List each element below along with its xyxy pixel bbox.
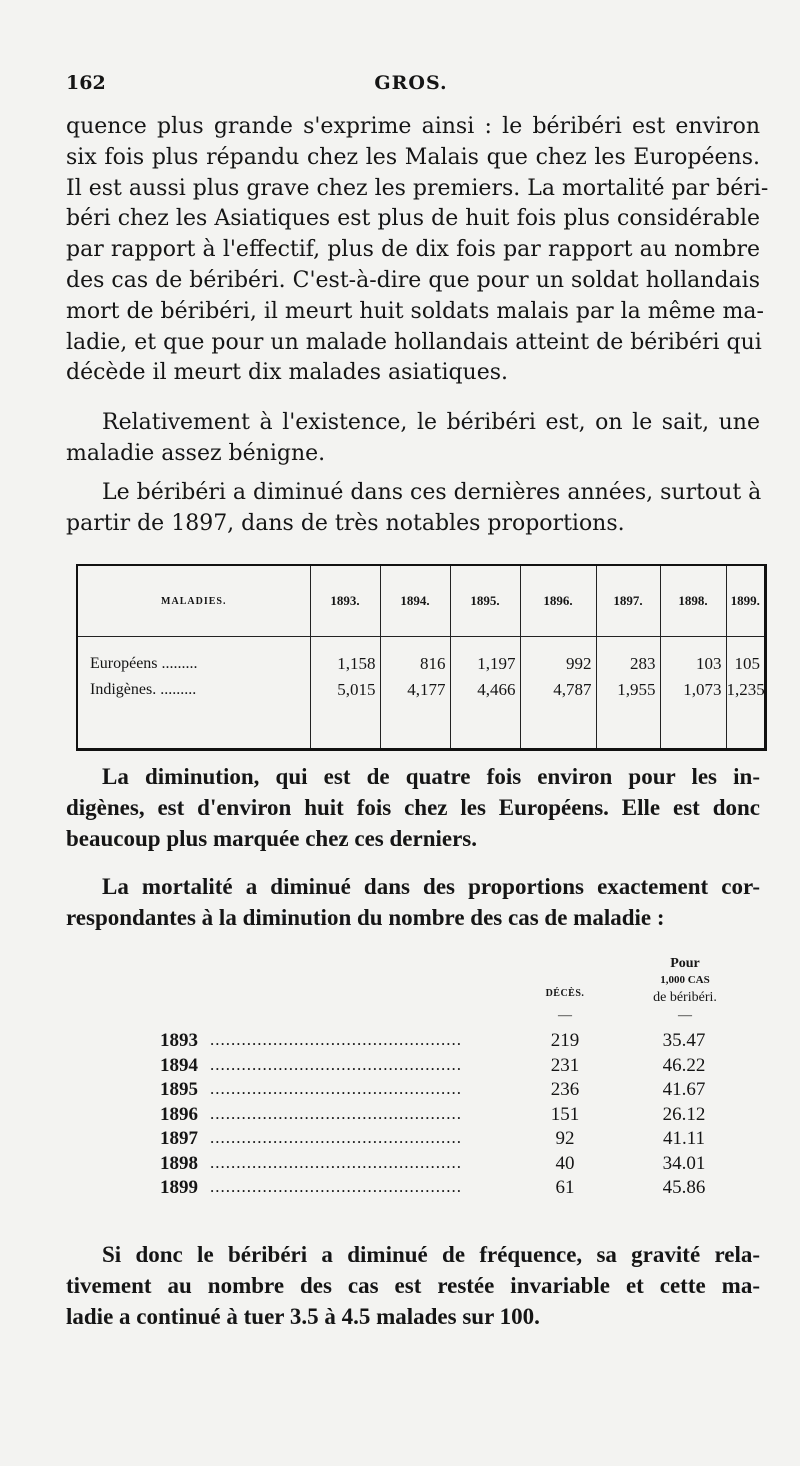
table-header-year: 1899. xyxy=(726,566,764,637)
pour-value: 41.11 xyxy=(662,1128,706,1149)
text-line: La diminution, qui est de quatre fois environ pour les in- xyxy=(102,764,760,789)
year: 1893 xyxy=(160,1030,198,1051)
text-line: Le béribéri a diminué dans ces dernières années, surtout à xyxy=(102,480,762,505)
table-cell: 816 xyxy=(380,651,450,677)
text-line: maladie assez bénigne. xyxy=(66,440,326,466)
paragraph-mortality xyxy=(66,872,760,934)
paragraph-benign xyxy=(66,408,760,470)
table-header-year: 1894. xyxy=(380,566,450,637)
table-cell: 4,787 xyxy=(520,677,596,703)
mortality-list xyxy=(160,1030,740,1202)
list-item xyxy=(160,1079,740,1104)
table-cell: 1,955 xyxy=(596,677,660,703)
table-cell: 105 xyxy=(726,651,764,677)
table-header-year: 1896. xyxy=(520,566,596,637)
table-row xyxy=(78,651,764,677)
column-header-beriberi: de béribéri. xyxy=(653,990,717,1005)
year: 1897 xyxy=(160,1128,198,1149)
leader-dots: ................................................ xyxy=(210,1079,462,1098)
text-line: Il est aussi plus grave chez les premiers. La mortalité par béri- xyxy=(66,175,769,201)
pour-value: 45.86 xyxy=(662,1177,706,1198)
paragraph-conclusion xyxy=(66,1240,760,1332)
page-number: 162 xyxy=(66,72,106,94)
text-line: béri chez les Asiatiques est plus de huit fois plus considérable xyxy=(66,206,760,232)
text-line: respondantes à la diminution du nombre des cas de maladie : xyxy=(66,904,665,930)
text-line: par rapport à l'effectif, plus de dix fois par rapport au nombre xyxy=(66,237,760,263)
leader-dots: ................................................ xyxy=(210,1128,462,1147)
paragraph-prevalence xyxy=(66,112,769,389)
pour-value: 34.01 xyxy=(662,1152,706,1174)
table-row xyxy=(78,677,764,703)
dash: — xyxy=(678,1008,692,1023)
text-line: digènes, est d'environ huit fois chez les Européens. Elle est donc xyxy=(66,794,760,820)
table-header-year: 1893. xyxy=(310,566,380,637)
leader-dots: ................................................ xyxy=(210,1030,462,1049)
text-line: tivement au nombre des cas est restée invariable et cette ma- xyxy=(66,1272,760,1298)
table-cell: 1,073 xyxy=(660,677,726,703)
deces-value: 236 xyxy=(550,1079,580,1100)
text-line: quence plus grande s'exprime ainsi : le béribéri est environ xyxy=(66,114,760,139)
column-header-pour-cas: 1,000 CAS xyxy=(660,974,710,986)
deces-value: 40 xyxy=(555,1152,575,1174)
row-label-indigenes: Indigènes. ......... xyxy=(90,681,197,698)
row-label-europeens: Européens ......... xyxy=(90,655,198,672)
year: 1899 xyxy=(160,1177,198,1198)
table-cell: 5,015 xyxy=(310,677,380,703)
text-line: des cas de béribéri. C'est-à-dire que pour un soldat hollandais xyxy=(66,267,760,293)
table-cell: 4,466 xyxy=(450,677,520,703)
paragraph-decline xyxy=(66,478,760,540)
leader-dots: ................................................ xyxy=(210,1103,462,1123)
year: 1896 xyxy=(160,1103,198,1125)
text-line: ladie a continué à tuer 3.5 à 4.5 malades sur 100. xyxy=(66,1303,540,1329)
page-header xyxy=(66,72,756,102)
column-header-deces: DÉCÈS. xyxy=(545,988,585,999)
table-cell: 4,177 xyxy=(380,677,450,703)
leader-dots: ................................................ xyxy=(210,1152,462,1172)
text-line: Relativement à l'existence, le béribéri est, on le sait, une xyxy=(102,410,760,435)
year: 1895 xyxy=(160,1079,198,1100)
table-cell: 992 xyxy=(520,651,596,677)
list-item xyxy=(160,1055,740,1080)
dash: — xyxy=(558,1008,572,1023)
table-header-year: 1897. xyxy=(596,566,660,637)
leader-dots: ................................................ xyxy=(210,1054,462,1074)
list-item xyxy=(160,1104,740,1129)
pour-value: 35.47 xyxy=(662,1030,706,1051)
text-line: Si donc le béribéri a diminué de fréquence, sa gravité rela- xyxy=(102,1242,760,1267)
text-line: beaucoup plus marquée chez ces derniers. xyxy=(66,825,478,851)
deces-value: 61 xyxy=(555,1177,575,1198)
leader-dots: ................................................ xyxy=(210,1177,462,1196)
pour-value: 46.22 xyxy=(662,1054,706,1076)
text-line: mort de béribéri, il meurt huit soldats malais par la même ma- xyxy=(66,298,764,324)
text-line: ladie, et que pour un malade hollandais atteint de béribéri qui xyxy=(66,329,762,355)
text-line: décède il meurt dix malades asiatiques. xyxy=(66,360,509,386)
list-item xyxy=(160,1128,740,1153)
deces-value: 219 xyxy=(550,1030,580,1051)
paragraph-diminution xyxy=(66,762,760,854)
cases-table xyxy=(76,564,767,751)
deces-value: 151 xyxy=(550,1103,580,1125)
table-cell: 283 xyxy=(596,651,660,677)
text-line: partir de 1897, dans de très notables proportions. xyxy=(66,510,625,536)
deces-value: 92 xyxy=(555,1128,575,1149)
table-header-maladies: MALADIES. xyxy=(78,566,310,637)
table-header-year: 1895. xyxy=(450,566,520,637)
table-cell: 1,197 xyxy=(450,651,520,677)
deces-value: 231 xyxy=(550,1054,580,1076)
list-item xyxy=(160,1030,740,1055)
text-line: La mortalité a diminué dans des proportions exactement cor- xyxy=(102,874,760,899)
year: 1894 xyxy=(160,1054,198,1076)
list-item xyxy=(160,1177,740,1202)
table-cell: 1,158 xyxy=(310,651,380,677)
column-header-pour: Pour xyxy=(670,956,700,971)
list-item xyxy=(160,1153,740,1178)
pour-value: 26.12 xyxy=(662,1103,706,1125)
table-cell: 1,235 xyxy=(726,677,764,703)
year: 1898 xyxy=(160,1152,198,1174)
pour-value: 41.67 xyxy=(662,1079,706,1100)
table-header-year: 1898. xyxy=(660,566,726,637)
table-cell: 103 xyxy=(660,651,726,677)
running-title: GROS. xyxy=(374,72,448,94)
text-line: six fois plus répandu chez les Malais que chez les Européens. xyxy=(66,144,760,170)
